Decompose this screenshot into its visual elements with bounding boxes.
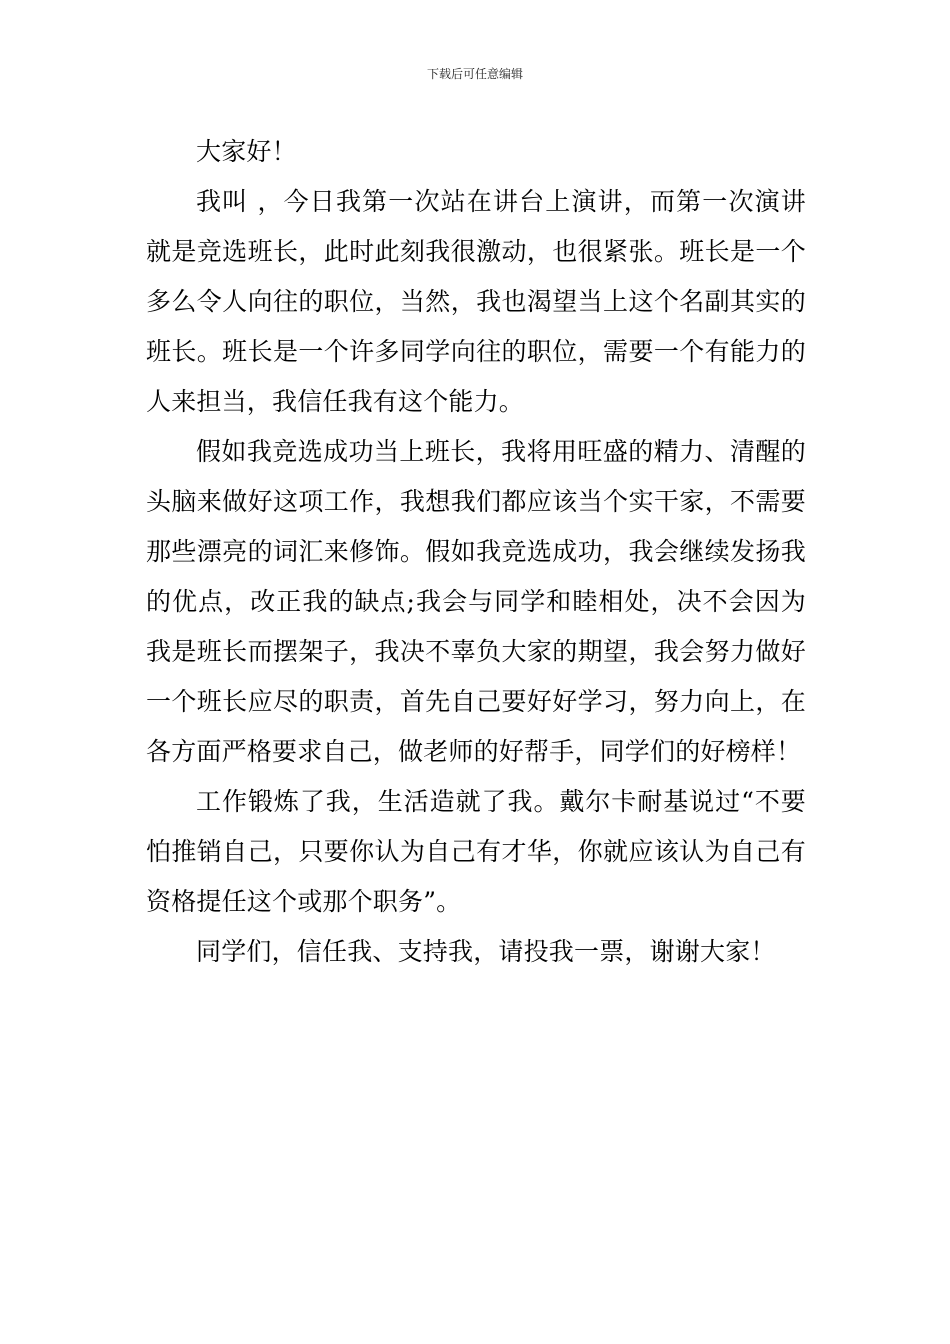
paragraph-plans: 假如我竞选成功当上班长，我将用旺盛的精力、清醒的头脑来做好这项工作，我想我们都应该当个实干家，不需要那些漂亮的词汇来修饰。假如我竞选成功，我会继续发扬我的优点，改正我的缺点;我会与同学和睦相处，决不会因为我是班长而摆架子，我决不辜负大家的期望，我会努力做好一个班长应尽的职责，首先自己要好好学习，努力向上，在各方面严格要求自己，做老师的好帮手，同学们的好榜样！ (146, 437, 806, 766)
document-body (146, 127, 806, 977)
paragraph-quote: 工作锻炼了我，生活造就了我。戴尔卡耐基说过“不要怕推销自己，只要你认为自己有才华，你就应该认为自己有资格提任这个或那个职务”。 (146, 787, 806, 916)
paragraph-greeting: 大家好！ (196, 137, 297, 166)
paragraph-introduction: 我叫 ，今日我第一次站在讲台上演讲，而第一次演讲就是竞选班长，此时此刻我很激动，也很紧张。班长是一个多么令人向往的职位，当然，我也渴望当上这个名副其实的班长。班长是一个许多同学向往的职位，需要一个有能力的人来担当，我信任我有这个能力。 (146, 187, 806, 416)
paragraph-closing: 同学们，信任我、支持我，请投我一票，谢谢大家！ (196, 937, 776, 966)
page-header-note: 下载后可任意编辑 (426, 67, 523, 81)
